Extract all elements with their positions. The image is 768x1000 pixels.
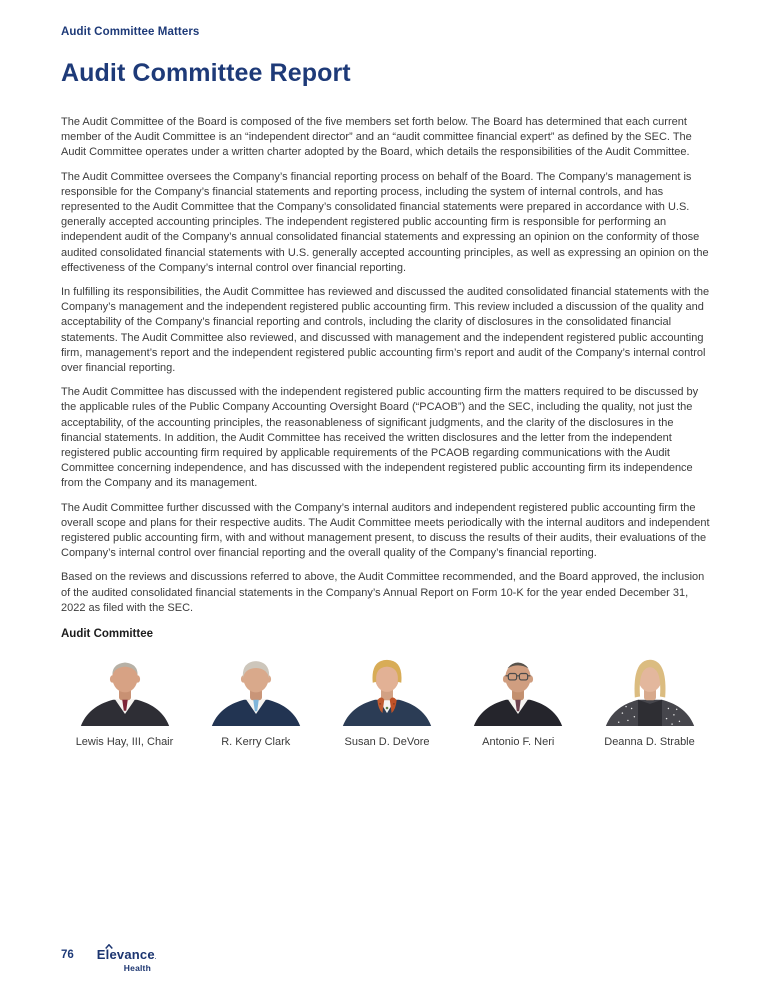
member-photo-susan-devore [341, 656, 433, 726]
member-card-antonio-neri [455, 656, 582, 748]
elevance-health-logo [97, 947, 157, 973]
member-card-lewis-hay [61, 656, 188, 748]
member-photo-deanna-strable [604, 656, 696, 726]
page-title: Audit Committee Report [61, 59, 351, 87]
report-body [61, 115, 713, 616]
member-name: Lewis Hay, III, Chair [75, 736, 174, 749]
member-card-deanna-strable [586, 656, 713, 748]
logo-mark: . [154, 955, 157, 961]
report-paragraph-3: In fulfilling its responsibilities, the Audit Committee has reviewed and discussed the audited consolidated financial statements with the Company’s management and the independent registered public accounting firm. This review included a discussion of the quality and acceptability of the Company’s financial reporting and controls, including the clarity of disclosures in the consolidated financial statements. The Audit Committee also reviewed, and discussed with management and the independent registered public accounting firm, management’s report and the independent registered public accounting firm’s report and audit of the Company’s internal control over financial reporting. [61, 286, 710, 375]
headshot-graphic [210, 656, 302, 726]
headshot-graphic [472, 656, 564, 726]
member-card-kerry-clark [192, 656, 319, 748]
page-footer [61, 947, 156, 973]
page-number: 76 [61, 949, 74, 961]
headshot-graphic [604, 656, 696, 726]
logo-brand-text: Elevance. [96, 947, 157, 962]
report-paragraph-2: The Audit Committee oversees the Company’s financial reporting process on behalf of the Board. The Company’s management is responsible for the Company’s financial statements and reporting process, including the system of internal controls, and has represented to the Audit Committee that the Company’s consolidated financial statements were prepared in accordance with U.S. generally accepted accounting principles. The independent registered public accounting firm is responsible for performing an independent audit of the Company’s annual consolidated financial statements and expressing an opinion on the conformity of those audited consolidated financial statements with U.S. generally accepted accounting principles, as well as expressing an opinion on the effectiveness of the Company’s internal control over financial reporting. [61, 170, 709, 274]
report-paragraph-1: The Audit Committee of the Board is composed of the five members set forth below. The Board has determined that each current member of the Audit Committee is an “independent director” and an “audit committee financial expert” as defined by the SEC. The Audit Committee operates under a written charter adopted by the Board, which details the responsibilities of the Audit Committee. [61, 116, 692, 159]
committee-heading: Audit Committee [61, 628, 153, 641]
section-eyebrow: Audit Committee Matters [61, 26, 200, 38]
logo-caret-icon [105, 944, 113, 949]
member-name: Susan D. DeVore [344, 736, 430, 749]
member-photo-antonio-neri [472, 656, 564, 726]
report-paragraph-4: The Audit Committee has discussed with the independent registered public accounting firm the matters required to be discussed by the applicable rules of the Public Company Accounting Oversight Board (“PCAOB”) and the SEC, including the quality, not just the acceptability, of the accounting principles, the reasonableness of significant judgments, and the clarity of the disclosures in the financial statements. In addition, the Audit Committee has received the written disclosures and the letter from the independent registered public accounting firm required by applicable requirements of the PCAOB regarding communications with the Audit Committee concerning independence, and has discussed with the independent registered public accounting firm its independence from the Company and its management. [61, 386, 699, 490]
report-paragraph-6: Based on the reviews and discussions referred to above, the Audit Committee recommended, and the Board approved, the inclusion of the audited consolidated financial statements in the Company’s Annual Report on Form 10-K for the year ended December 31, 2022 as filed with the SEC. [61, 571, 705, 614]
committee-members-row [61, 656, 713, 748]
member-name: Antonio F. Neri [482, 736, 555, 749]
report-paragraph-5: The Audit Committee further discussed with the Company’s internal auditors and independent registered public accounting firm the overall scope and plans for their respective audits. The Audit Committee meets periodically with the internal auditors and independent registered public accounting firm, with and without management present, to discuss the results of their audits, their evaluations of the Company’s internal control over financial reporting and the overall quality of the Company’s financial reporting. [61, 501, 710, 560]
member-photo-kerry-clark [210, 656, 302, 726]
logo-sub-text: Health [123, 963, 151, 973]
member-name: Deanna D. Strable [604, 736, 695, 749]
headshot-graphic [79, 656, 171, 726]
member-name: R. Kerry Clark [221, 736, 291, 749]
member-card-susan-devore [324, 656, 451, 748]
member-photo-lewis-hay [79, 656, 171, 726]
headshot-graphic [341, 656, 433, 726]
